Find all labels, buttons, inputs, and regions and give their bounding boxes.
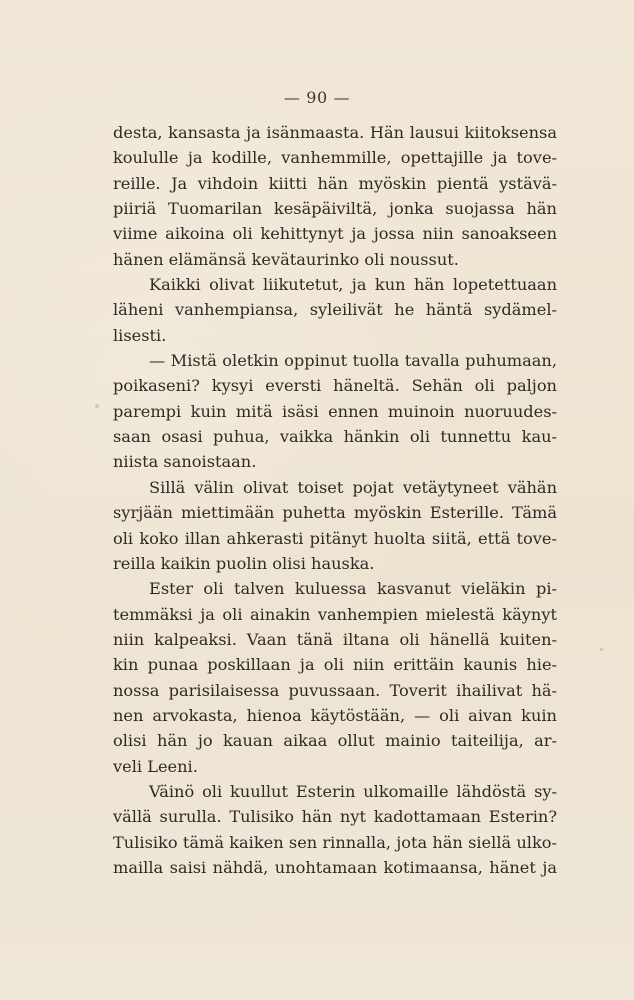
text-line: reilla kaikin puolin olisi hauska. bbox=[113, 553, 375, 573]
text-line: niista sanoistaan. bbox=[113, 452, 257, 472]
text-line: vällä surulla. Tulisiko hän nyt kadottamaan Esterin? bbox=[113, 807, 557, 827]
text-line: olisi hän jo kauan aikaa ollut mainio taiteilija, ar- bbox=[113, 731, 557, 751]
text-line: — Mistä oletkin oppinut tuolla tavalla puhumaan, bbox=[149, 351, 557, 371]
text-line: Tulisiko tämä kaiken sen rinnalla, jota hän siellä ulko- bbox=[113, 832, 557, 852]
text-line: niin kalpeaksi. Vaan tänä iltana oli hänellä kuiten- bbox=[113, 629, 557, 649]
text-line: kin punaa poskillaan ja oli niin erittäin kaunis hie- bbox=[113, 655, 557, 675]
text-line: Kaikki olivat liikutetut, ja kun hän lopetettuaan bbox=[149, 275, 557, 295]
text-line: veli Leeni. bbox=[113, 756, 198, 776]
text-line: koululle ja kodille, vanhemmille, opettajille ja tove- bbox=[113, 148, 557, 168]
text-line: lisesti. bbox=[113, 325, 167, 345]
text-line: desta, kansasta ja isänmaasta. Hän lausui kiitoksensa bbox=[113, 123, 557, 142]
page-number: — 90 — bbox=[283, 88, 351, 107]
text-line: parempi kuin mitä isäsi ennen muinoin nuoruudes- bbox=[113, 401, 557, 421]
text-line: saan osasi puhua, vaikka hänkin oli tunnettu kau- bbox=[113, 427, 557, 447]
text-line: oli koko illan ahkerasti pitänyt huolta siitä, että tove- bbox=[113, 528, 557, 548]
text-line: syrjään miettimään puhetta myöskin Esterille. Tämä bbox=[113, 503, 557, 523]
page-text-block bbox=[113, 120, 557, 880]
text-line: läheni vanhempiansa, syleilivät he häntä sydämel- bbox=[113, 300, 557, 320]
text-line: poikaseni? kysyi eversti häneltä. Sehän oli paljon bbox=[113, 376, 557, 396]
text-line: piiriä Tuomarilan kesäpäiviltä, jonka suojassa hän bbox=[113, 199, 557, 219]
paper-speck bbox=[600, 648, 603, 651]
text-line: hänen elämänsä kevätaurinko oli noussut. bbox=[113, 249, 459, 269]
text-line: nossa parisilaisessa puvussaan. Toverit ihailivat hä- bbox=[113, 680, 557, 700]
text-line: Sillä välin olivat toiset pojat vetäytyneet vähän bbox=[149, 477, 557, 497]
paper-speck bbox=[95, 404, 99, 408]
text-line: viime aikoina oli kehittynyt ja jossa niin sanoakseen bbox=[113, 224, 557, 244]
text-line: nen arvokasta, hienoa käytöstään, — oli aivan kuin bbox=[113, 705, 557, 725]
text-line: Ester oli talven kuluessa kasvanut vieläkin pi- bbox=[149, 579, 557, 599]
text-line: reille. Ja vihdoin kiitti hän myöskin pientä ystävä- bbox=[113, 173, 557, 193]
text-line: Väinö oli kuullut Esterin ulkomaille lähdöstä sy- bbox=[149, 781, 557, 801]
text-line: mailla saisi nähdä, unohtamaan kotimaansa, hänet ja bbox=[113, 857, 557, 877]
text-line: temmäksi ja oli ainakin vanhempien mielestä käynyt bbox=[113, 604, 557, 624]
